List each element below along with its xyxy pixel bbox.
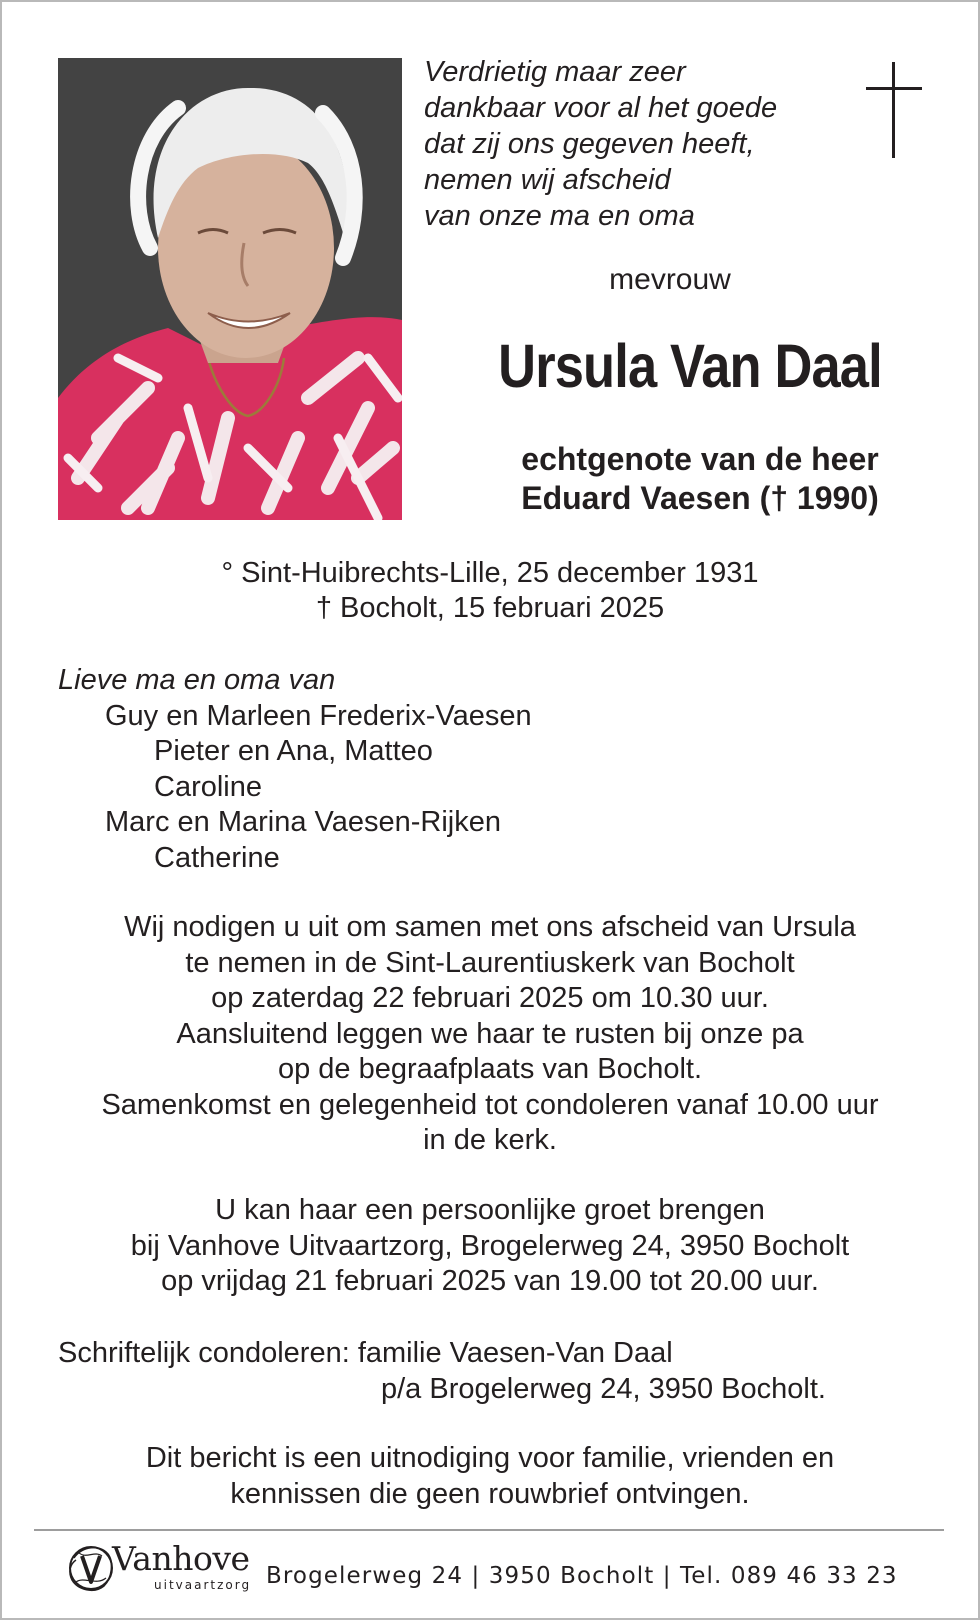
visitation-info (40, 1193, 940, 1300)
verse (424, 54, 854, 234)
visitation-line: op vrijdag 21 februari 2025 van 19.00 tot 20.00 uur. (161, 1265, 819, 1297)
logo-subtitle: uitvaartzorg (154, 1578, 252, 1592)
condolence-address (58, 1335, 938, 1407)
invitation-line: Aansluitend leggen we haar te rusten bij onze pa (176, 1017, 804, 1050)
spouse-line: Eduard Vaesen († 1990) (521, 480, 879, 516)
invitation-line: Wij nodigen u uit om samen met ons afscheid van Ursula (124, 911, 856, 943)
family-member: Caroline (154, 770, 262, 803)
notice-text (40, 1441, 940, 1512)
vanhove-logo-icon (64, 1540, 118, 1596)
death-date: † Bocholt, 15 februari 2025 (315, 592, 665, 624)
visitation-line: bij Vanhove Uitvaartzorg, Brogelerweg 24, 3950 Bocholt (130, 1229, 850, 1262)
birth-date: ° Sint-Huibrechts-Lille, 25 december 1931 (221, 557, 759, 589)
invitation-line: te nemen in de Sint-Laurentiuskerk van Bocholt (185, 946, 795, 979)
visitation-line: U kan haar een persoonlijke groet brengen (215, 1194, 765, 1226)
logo-name: Vanhove (112, 1539, 250, 1578)
honorific: mevrouw (609, 263, 731, 296)
spouse-info (440, 440, 960, 518)
notice-line: kennissen die geen rouwbrief ontvingen. (230, 1477, 750, 1510)
invitation-line: op de begraafplaats van Bocholt. (277, 1053, 703, 1085)
invitation-line: op zaterdag 22 februari 2025 om 10.30 uur. (211, 982, 769, 1014)
family-member: Catherine (154, 841, 280, 874)
verse-line: van onze ma en oma (424, 200, 695, 232)
footer-contact: Brogelerweg 24 | 3950 Bocholt | Tel. 089 46 33 23 (266, 1563, 898, 1589)
family-member: Marc en Marina Vaesen-Rijken (105, 806, 501, 838)
condolence-address-line: p/a Brogelerweg 24, 3950 Bocholt. (381, 1373, 826, 1405)
portrait-photo (58, 58, 402, 520)
verse-line: nemen wij afscheid (424, 164, 671, 196)
condolence-line: Schriftelijk condoleren: familie Vaesen-Van Daal (58, 1337, 673, 1369)
invitation-line: Samenkomst en gelegenheid tot condoleren vanaf 10.00 uur (101, 1088, 879, 1121)
verse-line: Verdrietig maar zeer (424, 56, 686, 88)
footer-divider (34, 1529, 944, 1531)
life-dates (60, 556, 920, 626)
vanhove-logo (64, 1540, 254, 1602)
family-member: Guy en Marleen Frederix-Vaesen (105, 699, 532, 732)
family-list (58, 663, 918, 876)
invitation-line: in de kerk. (423, 1124, 557, 1156)
family-member: Pieter en Ana, Matteo (154, 735, 433, 767)
family-intro: Lieve ma en oma van (58, 664, 336, 696)
spouse-line: echtgenote van de heer (521, 441, 879, 477)
notice-line: Dit bericht is een uitnodiging voor familie, vrienden en (145, 1442, 835, 1474)
deceased-name: Ursula Van Daal (498, 332, 882, 400)
funeral-invitation (40, 910, 940, 1159)
latin-cross-icon (866, 62, 922, 158)
verse-line: dat zij ons gegeven heeft, (424, 128, 755, 160)
verse-line: dankbaar voor al het goede (424, 92, 778, 124)
